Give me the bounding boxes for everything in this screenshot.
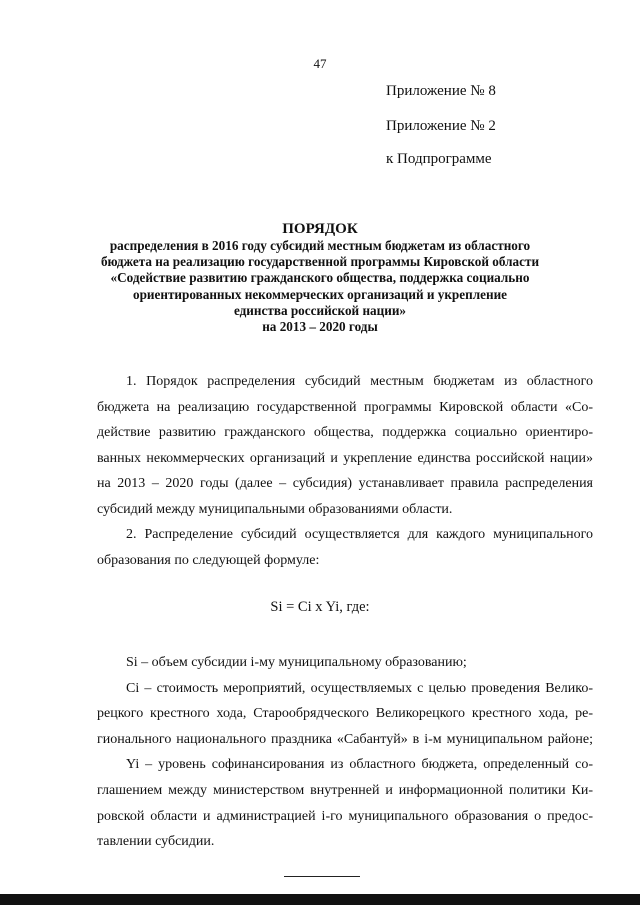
title-heading: ПОРЯДОК bbox=[282, 221, 358, 237]
paragraph-2 bbox=[97, 522, 593, 573]
text-line: образования по следующей формуле: bbox=[97, 552, 320, 568]
document-title bbox=[70, 220, 570, 335]
text-line: бюджета на реализацию государственной программы Кировской области «Со- bbox=[97, 399, 593, 415]
title-line: ориентированных некоммерческих организаций и укрепление bbox=[132, 286, 508, 302]
text-line: субсидий между муниципальными образованиями области. bbox=[97, 501, 453, 517]
text-line: ванных некоммерческих организаций и укрепление единства российской нации» bbox=[97, 450, 593, 466]
text-line: на 2013 – 2020 годы (далее – субсидия) устанавливает правила распределения bbox=[97, 476, 593, 492]
title-line: распределения в 2016 году субсидий местным бюджетам из областного bbox=[109, 238, 531, 253]
end-divider bbox=[284, 876, 360, 877]
text-line: гионального национального праздника «Сабантуй» в i-м муниципальном районе; bbox=[97, 731, 593, 747]
definitions bbox=[97, 650, 593, 855]
title-line: на 2013 – 2020 годы bbox=[262, 319, 378, 335]
text-line: тавлении субсидии. bbox=[97, 834, 215, 850]
appendix-to-subprogram: к Подпрограмме bbox=[386, 151, 492, 167]
text-line: 2. Распределение субсидий осуществляется для каждого муниципального bbox=[126, 527, 593, 542]
formula: Si = Ci x Yi, где: bbox=[270, 599, 370, 615]
page-number: 47 bbox=[313, 56, 327, 71]
paragraph-1 bbox=[97, 369, 593, 523]
text-line: рецкого крестного хода, Старообрядческого Великорецкого крестного хода, ре- bbox=[97, 706, 593, 722]
title-line: «Содействие развитию гражданского общества, поддержка социально bbox=[110, 270, 530, 286]
text-line: 1. Порядок распределения субсидий местным бюджетам из областного bbox=[126, 374, 593, 389]
text-line: ровской области и администрацией i-го муниципального образования о предос- bbox=[97, 808, 593, 824]
appendix-number-2: Приложение № 2 bbox=[386, 118, 496, 134]
title-line: единства российской нации» bbox=[233, 302, 407, 318]
scan-edge-bar bbox=[0, 894, 640, 905]
definition-yi: Yi – уровень софинансирования из областного бюджета, определенный со- bbox=[126, 757, 593, 773]
definition-ci: Ci – стоимость мероприятий, осуществляемых с целью проведения Велико- bbox=[126, 680, 593, 696]
title-line: бюджета на реализацию государственной программы Кировской области bbox=[100, 254, 540, 270]
text-line: действие развитию гражданского общества, поддержка социально ориентиро- bbox=[97, 425, 593, 441]
definition-si: Si – объем субсидии i-му муниципальному образованию; bbox=[126, 655, 467, 670]
appendix-number-8: Приложение № 8 bbox=[386, 83, 496, 99]
text-line: глашением между министерством внутренней и информационной политики Ки- bbox=[97, 782, 593, 798]
